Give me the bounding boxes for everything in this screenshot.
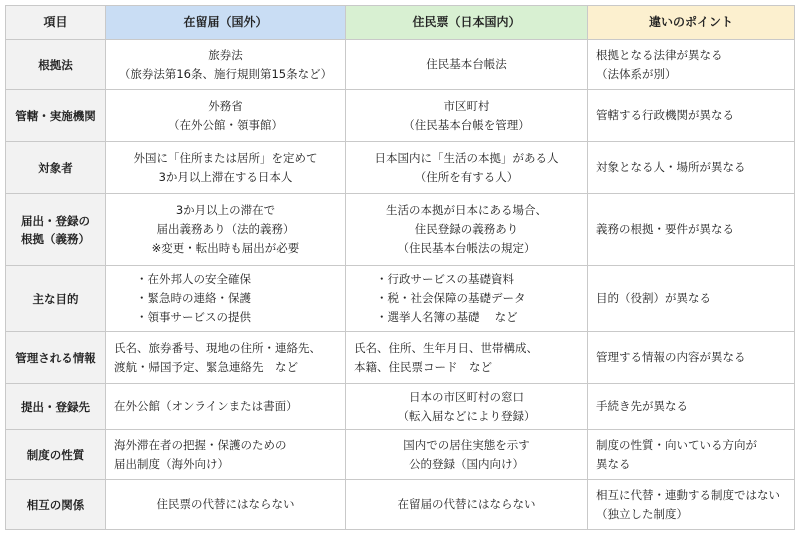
row-label-line: 相互の関係 (26, 497, 85, 512)
cell-juminhyo (346, 430, 588, 480)
cell-zairyu-line: ・緊急時の連絡・保護 (136, 291, 251, 305)
cell-difference-line: 義務の根拠・要件が異なる (596, 222, 734, 236)
cell-zairyu-line: 渡航・帰国予定、緊急連絡先 など (114, 359, 298, 374)
row-label (6, 384, 106, 430)
table-row (6, 266, 795, 332)
cell-juminhyo-line: ・行政サービスの基礎資料 (376, 272, 514, 286)
cell-difference (588, 266, 795, 332)
cell-juminhyo-line: 公的登録（国内向け） (409, 456, 524, 471)
cell-zairyu-line: 住民票の代替にはならない (156, 497, 295, 511)
cell-difference (588, 480, 795, 530)
header-item: 項目 (6, 6, 106, 40)
cell-zairyu (106, 266, 346, 332)
cell-difference-line: 根拠となる法律が異なる (596, 47, 723, 62)
row-label-line: 届出・登録の (21, 213, 90, 228)
cell-difference-line: 相互に代替・連動する制度ではない (596, 487, 780, 502)
cell-difference-line: 対象となる人・場所が異なる (596, 160, 746, 174)
cell-juminhyo-line: 日本国内に「生活の本拠」がある人 (374, 150, 559, 165)
cell-juminhyo (346, 480, 588, 530)
cell-zairyu-line: ・領事サービスの提供 (136, 310, 251, 324)
header-difference: 違いのポイント (588, 6, 795, 40)
cell-zairyu (106, 332, 346, 384)
cell-difference (588, 40, 795, 90)
row-label-line: 対象者 (38, 160, 73, 175)
row-label-line: 管理される情報 (15, 350, 96, 365)
cell-juminhyo-line: ・税・社会保障の基礎データ (376, 291, 526, 305)
comparison-table-wrapper (5, 5, 794, 527)
cell-zairyu-line: （在外公館・領事館） (168, 117, 283, 132)
row-label-line: 制度の性質 (26, 447, 85, 462)
table-row (6, 480, 795, 530)
cell-juminhyo (346, 90, 588, 142)
cell-juminhyo-line: （住民基本台帳を管理） (403, 117, 530, 132)
row-label (6, 90, 106, 142)
row-label (6, 266, 106, 332)
cell-zairyu-line: ・在外邦人の安全確保 (136, 272, 251, 286)
cell-zairyu-line: ※変更・転出時も届出が必要 (151, 241, 300, 255)
cell-difference-line: 目的（役割）が異なる (596, 291, 711, 305)
cell-zairyu-line: 海外滞在者の把握・保護のための (114, 437, 287, 452)
cell-juminhyo (346, 194, 588, 266)
cell-juminhyo-line: 市区町村 (443, 98, 490, 113)
cell-zairyu-line: 届出制度（海外向け） (114, 456, 229, 471)
cell-difference-line: 異なる (596, 456, 631, 471)
header-juminhyo: 住民票（日本国内） (346, 6, 588, 40)
row-label (6, 194, 106, 266)
table-row (6, 40, 795, 90)
cell-juminhyo-line: 在留届の代替にはならない (397, 497, 536, 511)
row-label (6, 430, 106, 480)
cell-juminhyo (346, 142, 588, 194)
cell-juminhyo-line: 生活の本拠が日本にある場合、 (386, 203, 547, 217)
row-label (6, 142, 106, 194)
row-label-line: 根拠（義務） (21, 231, 90, 246)
header-zairyu: 在留届（国外） (106, 6, 346, 40)
cell-difference (588, 194, 795, 266)
row-label-line: 根拠法 (38, 57, 73, 72)
cell-juminhyo-line: 日本の市区町村の窓口 (409, 389, 524, 404)
table-row (6, 194, 795, 266)
cell-zairyu (106, 40, 346, 90)
cell-zairyu (106, 430, 346, 480)
cell-difference-line: 制度の性質・向いている方向が (596, 437, 757, 452)
cell-zairyu-line: 外務省 (208, 98, 243, 113)
cell-zairyu-line: 氏名、旅券番号、現地の住所・連絡先、 (114, 340, 321, 355)
cell-juminhyo (346, 266, 588, 332)
table-row (6, 430, 795, 480)
cell-difference (588, 90, 795, 142)
table-row (6, 142, 795, 194)
row-label (6, 480, 106, 530)
cell-difference (588, 142, 795, 194)
cell-juminhyo-line: 国内での居住実態を示す (403, 437, 530, 452)
cell-difference-line: （法体系が別） (596, 66, 677, 81)
cell-juminhyo-line: 住民基本台帳法 (426, 57, 507, 71)
cell-difference-line: 管轄する行政機関が異なる (596, 108, 734, 122)
comparison-table (5, 5, 795, 530)
table-row (6, 332, 795, 384)
cell-difference (588, 384, 795, 430)
cell-juminhyo-line: 住民登録の義務あり (414, 222, 519, 236)
cell-juminhyo (346, 384, 588, 430)
cell-juminhyo (346, 332, 588, 384)
cell-zairyu (106, 142, 346, 194)
row-label (6, 332, 106, 384)
row-label-line: 主な目的 (32, 291, 79, 306)
cell-difference-line: （独立した制度） (596, 506, 688, 521)
cell-zairyu-line: 旅券法 (208, 47, 243, 62)
cell-zairyu (106, 194, 346, 266)
cell-juminhyo-line: 本籍、住民票コード など (354, 359, 492, 374)
cell-zairyu-line: 3か月以上滞在する日本人 (158, 169, 293, 184)
cell-zairyu-line: 届出義務あり（法的義務） (156, 222, 295, 236)
cell-difference-line: 管理する情報の内容が異なる (596, 350, 746, 364)
cell-zairyu-line: 在外公館（オンラインまたは書面） (114, 399, 298, 413)
table-body (6, 40, 795, 530)
cell-juminhyo-line: （転入届などにより登録） (397, 408, 536, 423)
cell-juminhyo-line: 氏名、住所、生年月日、世帯構成、 (354, 340, 538, 355)
row-label-line: 管轄・実施機関 (15, 108, 96, 123)
cell-difference (588, 332, 795, 384)
cell-juminhyo (346, 40, 588, 90)
cell-juminhyo-line: （住民基本台帳法の規定） (397, 241, 536, 255)
row-label-line: 提出・登録先 (21, 399, 90, 414)
cell-zairyu-line: （旅券法第16条、施行規則第15条など） (118, 66, 333, 81)
cell-juminhyo-line: （住所を有する人） (414, 169, 519, 184)
cell-zairyu (106, 384, 346, 430)
table-row (6, 384, 795, 430)
cell-difference-line: 手続き先が異なる (596, 399, 688, 413)
header-row (6, 6, 795, 40)
row-label (6, 40, 106, 90)
cell-difference (588, 430, 795, 480)
cell-zairyu-line: 外国に「住所または居所」を定めて (133, 150, 318, 165)
cell-juminhyo-line: ・選挙人名簿の基礎 など (376, 310, 518, 324)
cell-zairyu (106, 480, 346, 530)
cell-zairyu (106, 90, 346, 142)
table-row (6, 90, 795, 142)
cell-zairyu-line: 3か月以上の滞在で (175, 203, 276, 217)
